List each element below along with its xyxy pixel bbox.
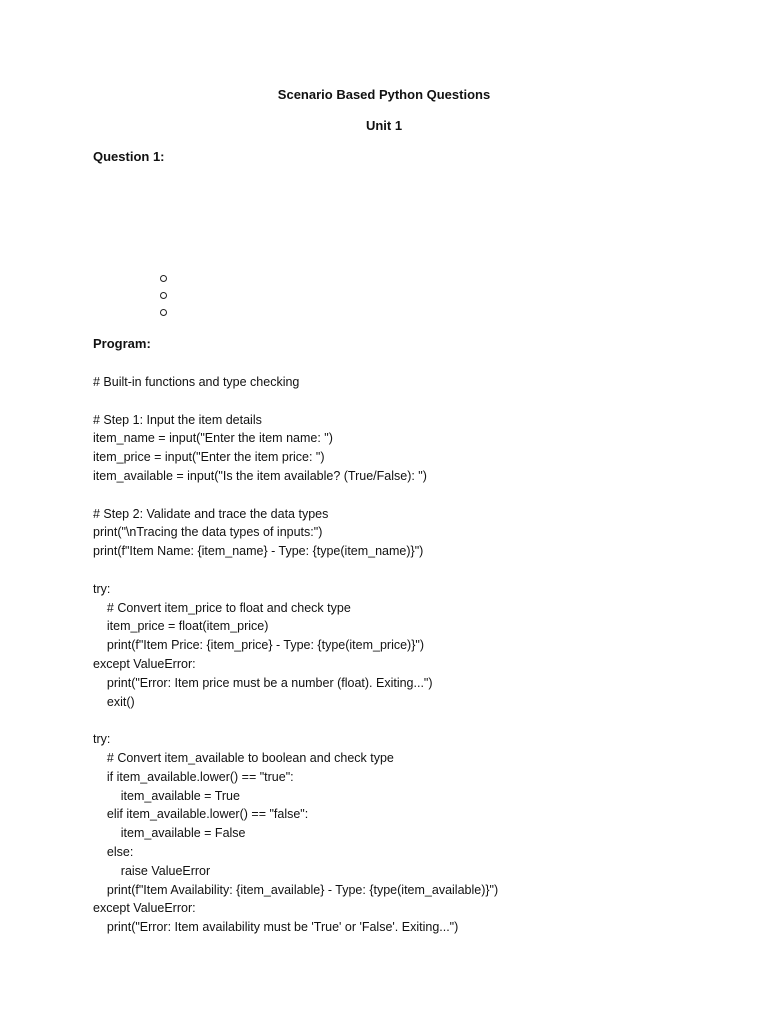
- hollow-bullet-icon: [160, 275, 167, 282]
- code-line: exit(): [93, 694, 135, 709]
- hollow-bullet-icon: [160, 292, 167, 299]
- program-label: Program:: [93, 336, 151, 351]
- document-title: Scenario Based Python Questions: [277, 87, 491, 102]
- code-line: [93, 392, 498, 411]
- code-line: print("\nTracing the data types of inputs:"): [93, 525, 323, 540]
- code-line: print(f"Item Availability: {item_available} - Type: {type(item_available)}"): [93, 882, 499, 897]
- code-line: [93, 711, 498, 730]
- code-line: else:: [93, 844, 134, 859]
- unit-heading: Unit 1: [365, 118, 403, 133]
- code-line: try:: [93, 732, 111, 747]
- list-item: [160, 270, 167, 287]
- code-line: print(f"Item Price: {item_price} - Type: {type(item_price)}"): [93, 638, 424, 653]
- code-line: item_name = input("Enter the item name: "): [93, 431, 333, 446]
- code-line: item_price = float(item_price): [93, 619, 269, 634]
- question-label: Question 1:: [93, 149, 165, 164]
- code-line: elif item_available.lower() == "false":: [93, 807, 309, 822]
- code-line: item_price = input("Enter the item price: "): [93, 450, 325, 465]
- code-line: # Convert item_price to float and check type: [93, 600, 351, 615]
- code-line: [93, 561, 498, 580]
- code-line: # Step 2: Validate and trace the data types: [93, 506, 329, 521]
- list-item: [160, 304, 167, 321]
- code-line: if item_available.lower() == "true":: [93, 769, 294, 784]
- code-line: try:: [93, 581, 111, 596]
- code-line: except ValueError:: [93, 656, 196, 671]
- code-line: print("Error: Item availability must be 'True' or 'False'. Exiting..."): [93, 920, 459, 935]
- code-line: # Built-in functions and type checking: [93, 375, 300, 389]
- hollow-bullet-icon: [160, 309, 167, 316]
- code-line: item_available = input("Is the item available? (True/False): "): [93, 468, 427, 483]
- code-line: item_available = True: [93, 788, 240, 803]
- code-block: [93, 373, 498, 937]
- code-line: item_available = False: [93, 826, 246, 841]
- code-line: except ValueError:: [93, 901, 196, 916]
- code-line: [93, 486, 498, 505]
- list-item: [160, 287, 167, 304]
- code-line: # Convert item_available to boolean and check type: [93, 750, 394, 765]
- code-line: print("Error: Item price must be a number (float). Exiting..."): [93, 675, 433, 690]
- code-line: # Step 1: Input the item details: [93, 412, 262, 427]
- code-line: raise ValueError: [93, 863, 211, 878]
- empty-bullet-list: [160, 270, 167, 321]
- code-line: print(f"Item Name: {item_name} - Type: {type(item_name)}"): [93, 544, 424, 559]
